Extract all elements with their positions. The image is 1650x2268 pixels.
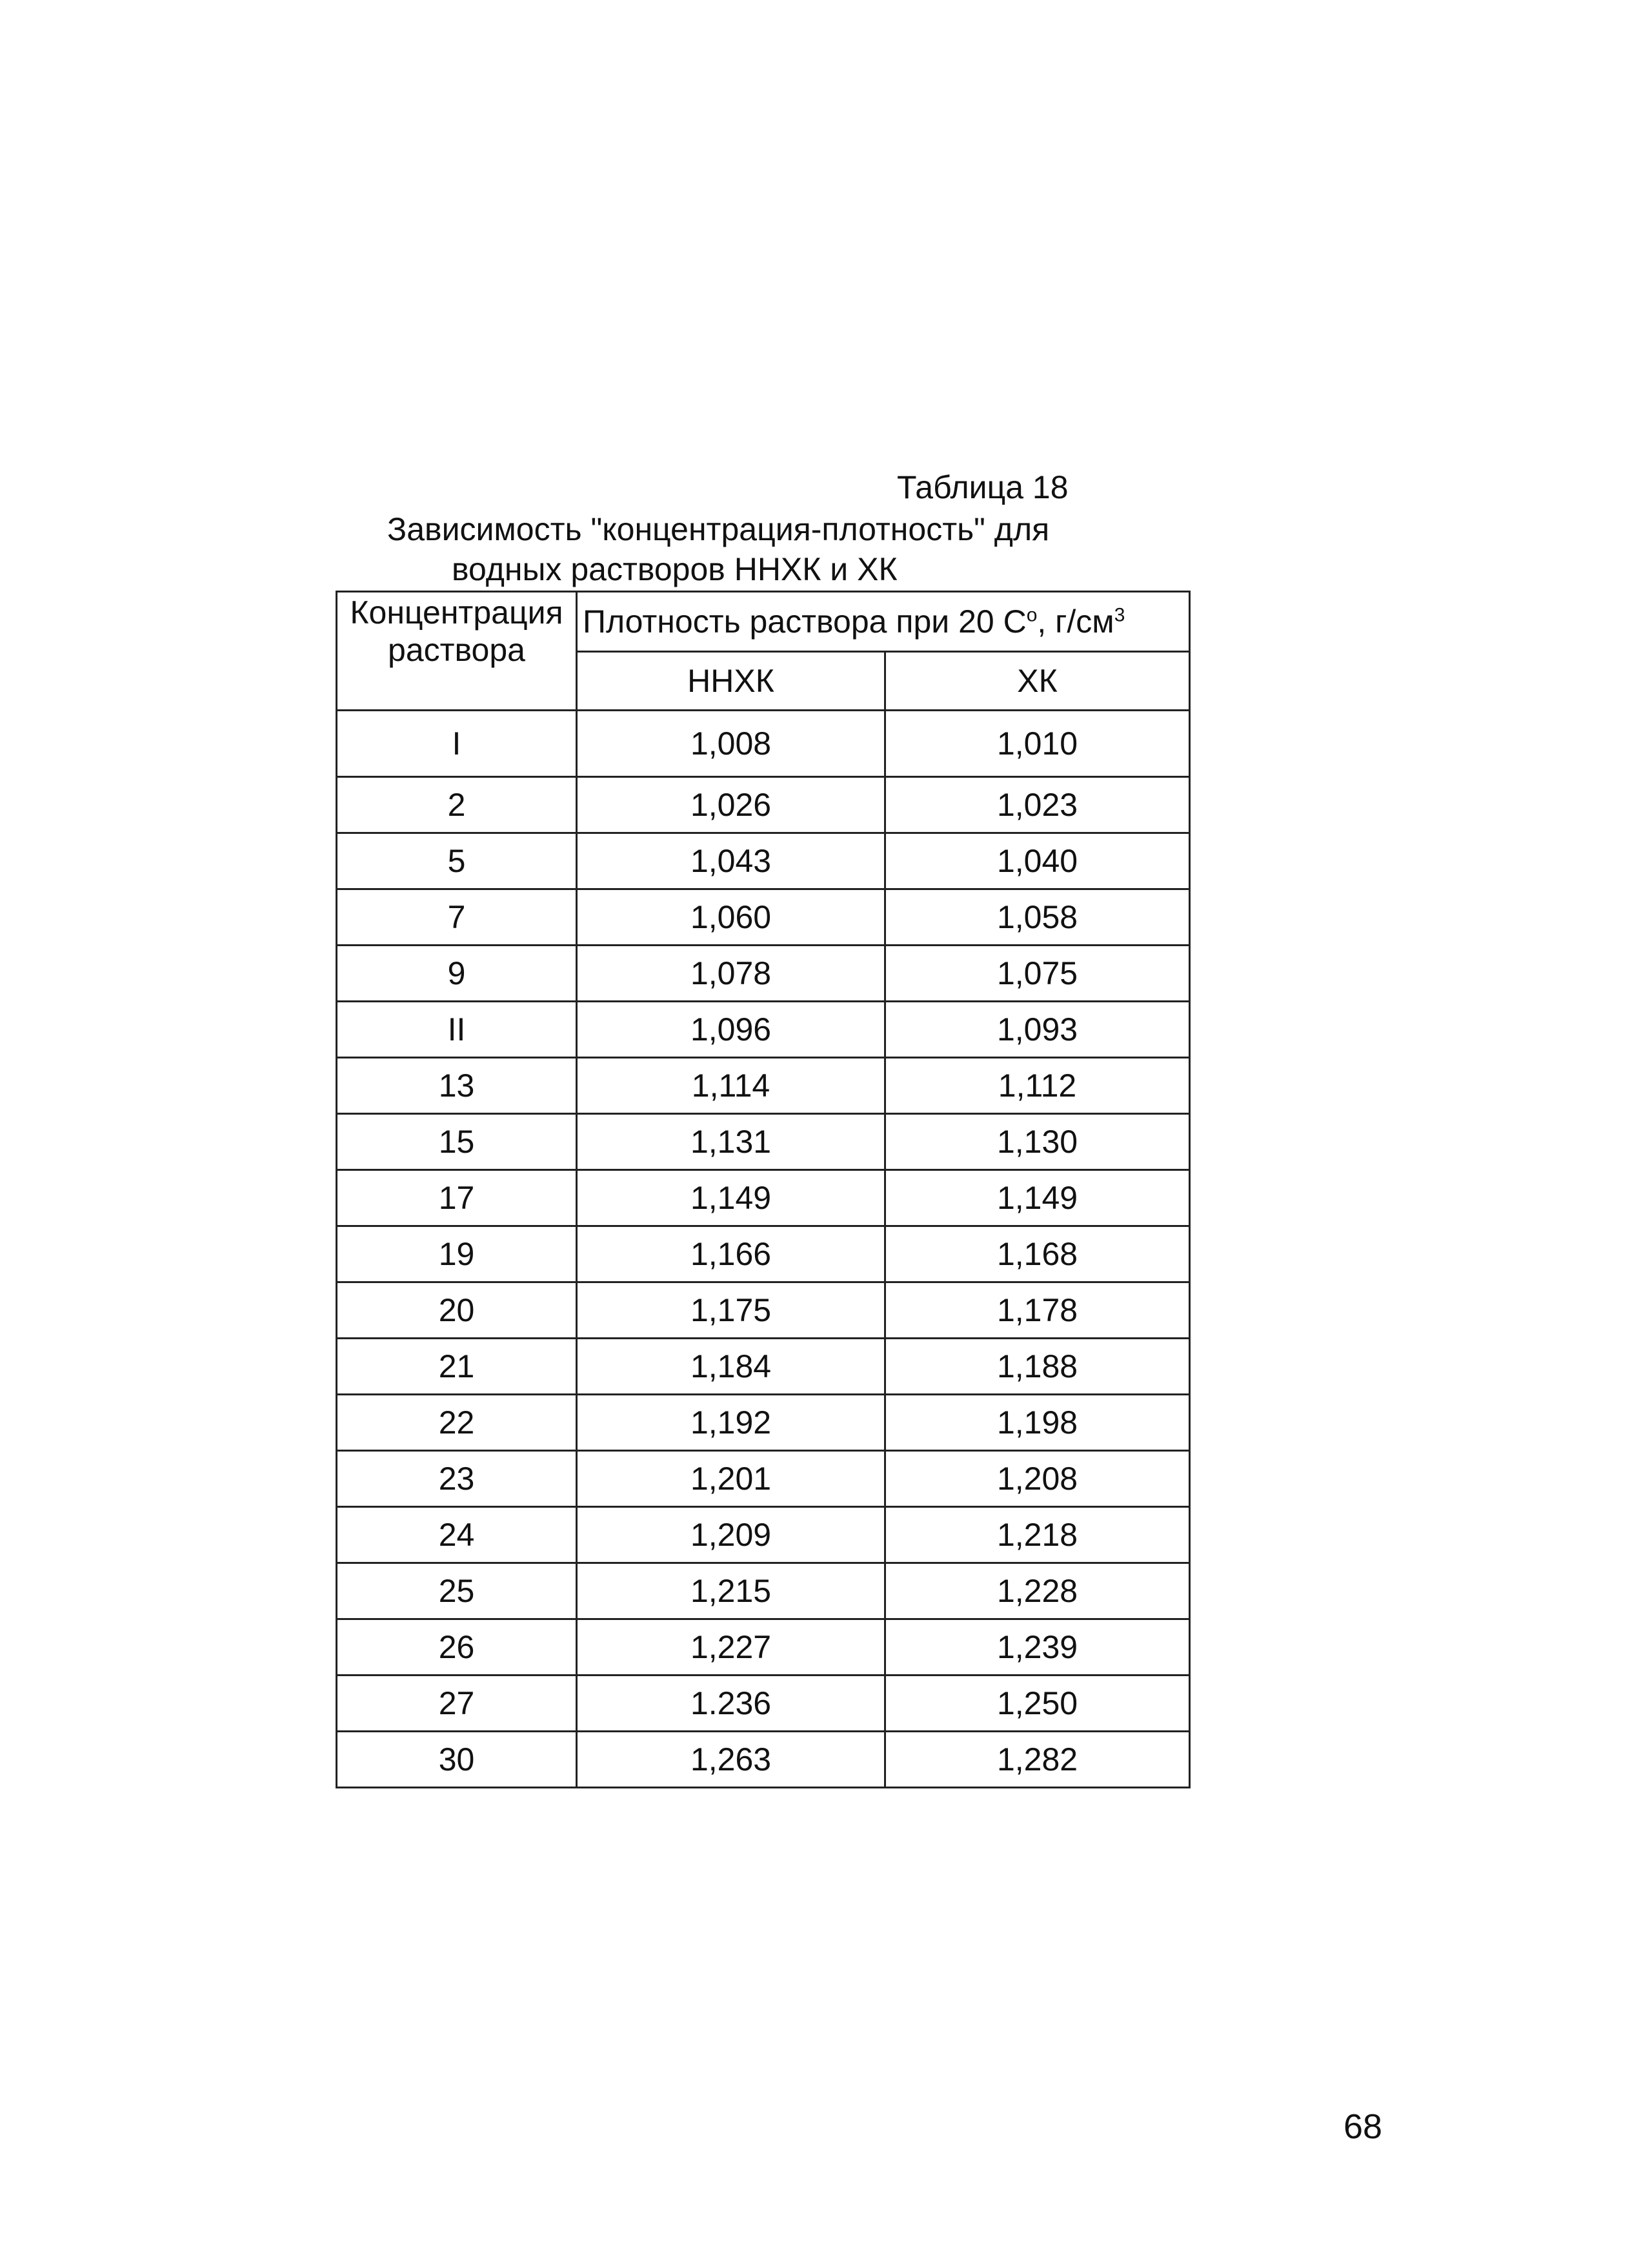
cell-nnhk-density: 1,192 xyxy=(577,1395,885,1451)
table-caption-line-1: Зависимость "концентрация-плотность" для xyxy=(387,511,1050,547)
header-density xyxy=(577,592,1190,652)
cell-hk-density: 1,075 xyxy=(885,946,1190,1002)
cell-concentration: 25 xyxy=(337,1563,577,1619)
table-body xyxy=(337,711,1190,1788)
cell-concentration: 23 xyxy=(337,1451,577,1507)
table-row xyxy=(337,833,1190,889)
table-row xyxy=(337,1226,1190,1282)
cell-concentration: 27 xyxy=(337,1676,577,1732)
cell-hk-density: 1,112 xyxy=(885,1058,1190,1114)
table-row xyxy=(337,777,1190,833)
cell-nnhk-density: 1,078 xyxy=(577,946,885,1002)
cell-concentration: 17 xyxy=(337,1170,577,1226)
cell-nnhk-density: 1,184 xyxy=(577,1339,885,1395)
table-row xyxy=(337,1282,1190,1339)
header-density-text: Плотность раствора при 20 С xyxy=(583,603,1027,640)
header-unit-exponent: 3 xyxy=(1114,604,1125,626)
table-row xyxy=(337,1507,1190,1563)
cell-nnhk-density: 1,114 xyxy=(577,1058,885,1114)
header-concentration: Концентрация раствора xyxy=(337,592,577,711)
cell-hk-density: 1,282 xyxy=(885,1732,1190,1788)
cell-nnhk-density: 1,008 xyxy=(577,711,885,777)
cell-nnhk-density: 1,201 xyxy=(577,1451,885,1507)
cell-hk-density: 1,010 xyxy=(885,711,1190,777)
cell-nnhk-density: 1,175 xyxy=(577,1282,885,1339)
table-row xyxy=(337,1451,1190,1507)
header-density-unit: , г/см xyxy=(1037,603,1114,640)
cell-concentration: I xyxy=(337,711,577,777)
cell-nnhk-density: 1,149 xyxy=(577,1170,885,1226)
cell-concentration: 22 xyxy=(337,1395,577,1451)
cell-concentration: 7 xyxy=(337,889,577,946)
table-row xyxy=(337,946,1190,1002)
cell-concentration: 30 xyxy=(337,1732,577,1788)
cell-hk-density: 1,218 xyxy=(885,1507,1190,1563)
header-hk: ХК xyxy=(885,652,1190,711)
cell-concentration: 19 xyxy=(337,1226,577,1282)
table-caption-line-2: водных растворов ННХК и ХК xyxy=(452,551,898,587)
cell-nnhk-density: 1,096 xyxy=(577,1002,885,1058)
cell-hk-density: 1,093 xyxy=(885,1002,1190,1058)
cell-hk-density: 1,188 xyxy=(885,1339,1190,1395)
cell-hk-density: 1,208 xyxy=(885,1451,1190,1507)
cell-concentration: 24 xyxy=(337,1507,577,1563)
cell-concentration: 2 xyxy=(337,777,577,833)
table-row xyxy=(337,1002,1190,1058)
table-row xyxy=(337,1732,1190,1788)
cell-nnhk-density: 1,166 xyxy=(577,1226,885,1282)
cell-hk-density: 1,168 xyxy=(885,1226,1190,1282)
cell-hk-density: 1,228 xyxy=(885,1563,1190,1619)
table-row xyxy=(337,1563,1190,1619)
cell-concentration: 26 xyxy=(337,1619,577,1676)
cell-hk-density: 1,250 xyxy=(885,1676,1190,1732)
cell-hk-density: 1,130 xyxy=(885,1114,1190,1170)
cell-nnhk-density: 1,263 xyxy=(577,1732,885,1788)
cell-concentration: 20 xyxy=(337,1282,577,1339)
table-row xyxy=(337,1058,1190,1114)
cell-hk-density: 1,023 xyxy=(885,777,1190,833)
cell-concentration: 5 xyxy=(337,833,577,889)
table-row xyxy=(337,1170,1190,1226)
density-table xyxy=(336,591,1191,1788)
cell-nnhk-density: 1,060 xyxy=(577,889,885,946)
table-row xyxy=(337,1619,1190,1676)
table-row xyxy=(337,1676,1190,1732)
cell-concentration: 13 xyxy=(337,1058,577,1114)
cell-concentration: 15 xyxy=(337,1114,577,1170)
cell-hk-density: 1,198 xyxy=(885,1395,1190,1451)
page-number: 68 xyxy=(1343,2107,1383,2146)
cell-nnhk-density: 1,209 xyxy=(577,1507,885,1563)
cell-hk-density: 1,058 xyxy=(885,889,1190,946)
cell-nnhk-density: 1,131 xyxy=(577,1114,885,1170)
cell-concentration: 21 xyxy=(337,1339,577,1395)
cell-nnhk-density: 1,227 xyxy=(577,1619,885,1676)
cell-nnhk-density: 1,026 xyxy=(577,777,885,833)
cell-hk-density: 1,149 xyxy=(885,1170,1190,1226)
table-row xyxy=(337,1339,1190,1395)
table-row xyxy=(337,889,1190,946)
cell-concentration: 9 xyxy=(337,946,577,1002)
header-nnhk: ННХК xyxy=(577,652,885,711)
cell-hk-density: 1,040 xyxy=(885,833,1190,889)
cell-hk-density: 1,178 xyxy=(885,1282,1190,1339)
table-row xyxy=(337,1114,1190,1170)
cell-nnhk-density: 1,043 xyxy=(577,833,885,889)
cell-nnhk-density: 1.236 xyxy=(577,1676,885,1732)
table-row xyxy=(337,711,1190,777)
cell-concentration: II xyxy=(337,1002,577,1058)
table-label: Таблица 18 xyxy=(897,469,1069,505)
header-degree-mark: о xyxy=(1026,604,1038,626)
table-row xyxy=(337,1395,1190,1451)
cell-hk-density: 1,239 xyxy=(885,1619,1190,1676)
cell-nnhk-density: 1,215 xyxy=(577,1563,885,1619)
